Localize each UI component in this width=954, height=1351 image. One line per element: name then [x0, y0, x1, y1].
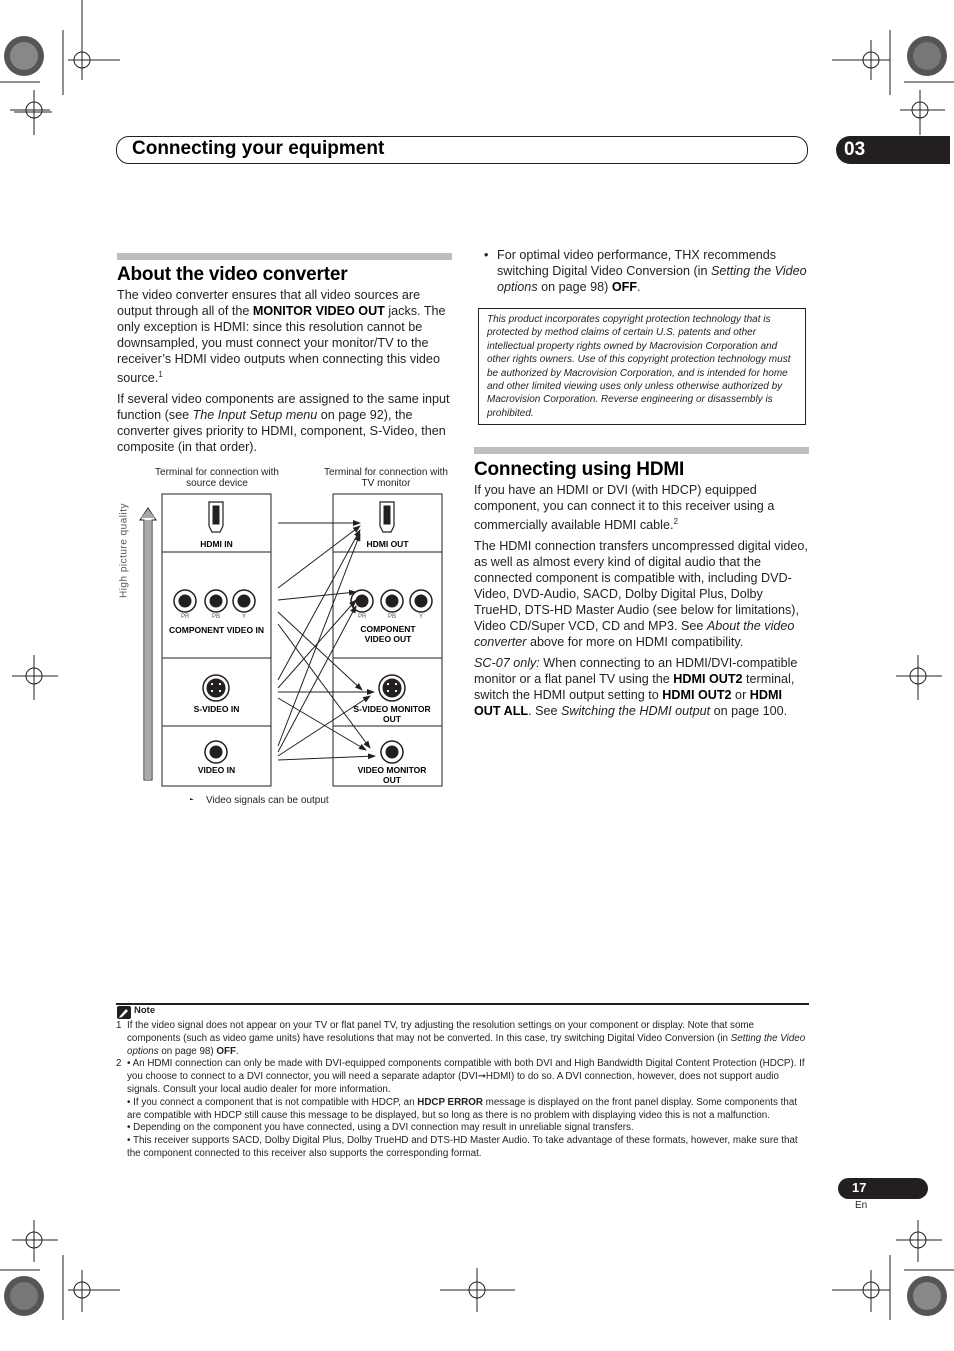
- bullet-dot: •: [484, 248, 489, 262]
- component-in-label: COMPONENT VIDEO IN: [169, 625, 264, 635]
- hdmi-body: If you have an HDMI or DVI (with HDCP) equipped component, you can connect it to this receiver using a commercially available HDMI cable.$^2$ The HDMI connection transfers uncompressed digital video, as well as almost every kind of digital audio that the connected component is compatible with, including DVD-Video, DVD-Audio, SACD, Dolby Digital Plus, Dolby TrueHD, DTS-HD Master Audio (see below for limitations), Video CD/Super VCD, CD and MP3. See About the video converter above for more on HDMI compatibility. SC-07 only: When connecting to an HDMI/DVI-compatible monitor or a flat panel TV using the HDMI OUT2 terminal, switch the HDMI output setting to HDMI OUT2 or HDMI OUT ALL. See Switching the HDMI output on page 100.: [474, 483, 808, 719]
- thx-recommendation: For optimal video performance, THX recommends switching Digital Video Conversion (in Setting the Video options on page 98) OFF.: [497, 248, 807, 294]
- note-2: 2 • An HDMI connection can only be made with DVI-equipped components compatible with both DVI and High Bandwidth Digital Content Protection (HDCP). If you choose to connect to a DVI connector, you will need a separate adaptor (DVI➞HDMI) to do so. A DVI connection, however, does not support audio signals. Consult your local audio dealer for more information. • If you connect a component that is not compatible with HDCP, an HDCP ERROR message is displayed on the front panel display. Some components that are compatible with HDCP still cause this message to be displayed, but so long as there is no problem with displaying video this is not a malfunction. • Depending on the component you have connected, using a DVI connection may result in unreliable signal transfers. • This receiver supports SACD, Dolby Digital Plus, Dolby TrueHD and DTS-HD Master Audio. To take advantage of these formats, however, make sure that the component connected to this receiver also supports the corresponding format.: [116, 1058, 805, 1159]
- component-out-label: COMPONENT VIDEO OUT: [360, 624, 416, 644]
- pr-label-out: PR: [358, 614, 367, 620]
- page-number: 17: [852, 1180, 867, 1195]
- page-number-tab: [838, 1178, 928, 1199]
- video-converter-body: The video converter ensures that all video sources are output through all of the MONITOR VIDEO OUT jacks. The only exception is HDMI: since this resolution cannot be downsampled, you must connect your monitor/TV to the receiver’s HDMI video outputs when connecting this video source.$^1$ If several video components are assigned to the same input function (see The Input Setup menu on page 92), the converter gives priority to HDMI, component, S-Video, then composite (in that order).: [117, 288, 450, 455]
- pb-label-in: PB: [212, 614, 221, 620]
- source-terminal-label: Terminal for connection with source device: [155, 467, 279, 489]
- copyright-notice: This product incorporates copyright protection technology that is protected by method claims of certain U.S. patents and other intellectual property rights owned by Macrovision Corporation and other rights owners. Use of this copyright protection technology must be authorized by Macrovision Corporation, and is intended for home and other limited viewing uses only unless otherwise authorized by Macrovision Corporation. Reverse engineering or disassembly is prohibited.: [478, 308, 806, 425]
- svideo-in-label: S-VIDEO IN: [193, 704, 240, 714]
- section-heading-video-converter: About the video converter: [117, 264, 348, 285]
- chapter-tab: [836, 136, 950, 164]
- pb-label-out: PB: [388, 614, 397, 620]
- section-heading-hdmi: Connecting using HDMI: [474, 459, 685, 480]
- hdmi-in-label: HDMI IN: [200, 539, 233, 549]
- section-rule: [117, 253, 452, 260]
- hdmi-out-label: HDMI OUT: [366, 539, 409, 549]
- chapter-number: 03: [844, 139, 866, 160]
- tv-terminal-label: Terminal for connection with TV monitor: [324, 467, 448, 489]
- notes-rule: [116, 1003, 809, 1005]
- video-out-label: VIDEO MONITOR OUT: [357, 765, 427, 785]
- y-label-out: Y: [419, 614, 424, 620]
- note-icon: [117, 1006, 131, 1019]
- video-converter-diagram: [130, 490, 460, 800]
- y-label-in: Y: [242, 614, 247, 620]
- page-title: Connecting your equipment: [132, 138, 385, 159]
- note-1: 1 If the video signal does not appear on your TV or flat panel TV, try adjusting the resolution settings on your component or display. Note that some components (such as video game units) have resolutions that may not be converted. In this case, try switching Digital Video Conversion (in Setting the Video options on page 98) OFF.: [116, 1020, 806, 1057]
- notes-title: Note: [134, 1005, 156, 1016]
- video-in-label: VIDEO IN: [197, 765, 236, 775]
- svideo-out-label: S-VIDEO MONITOR OUT: [353, 704, 431, 724]
- section-rule-hdmi: [474, 447, 809, 454]
- diagram-legend: Video signals can be output: [206, 795, 329, 806]
- language-code: En: [855, 1200, 868, 1211]
- pr-label-in: PR: [181, 614, 190, 620]
- axis-label: High picture quality: [118, 502, 130, 599]
- notes-list: [116, 1020, 809, 1161]
